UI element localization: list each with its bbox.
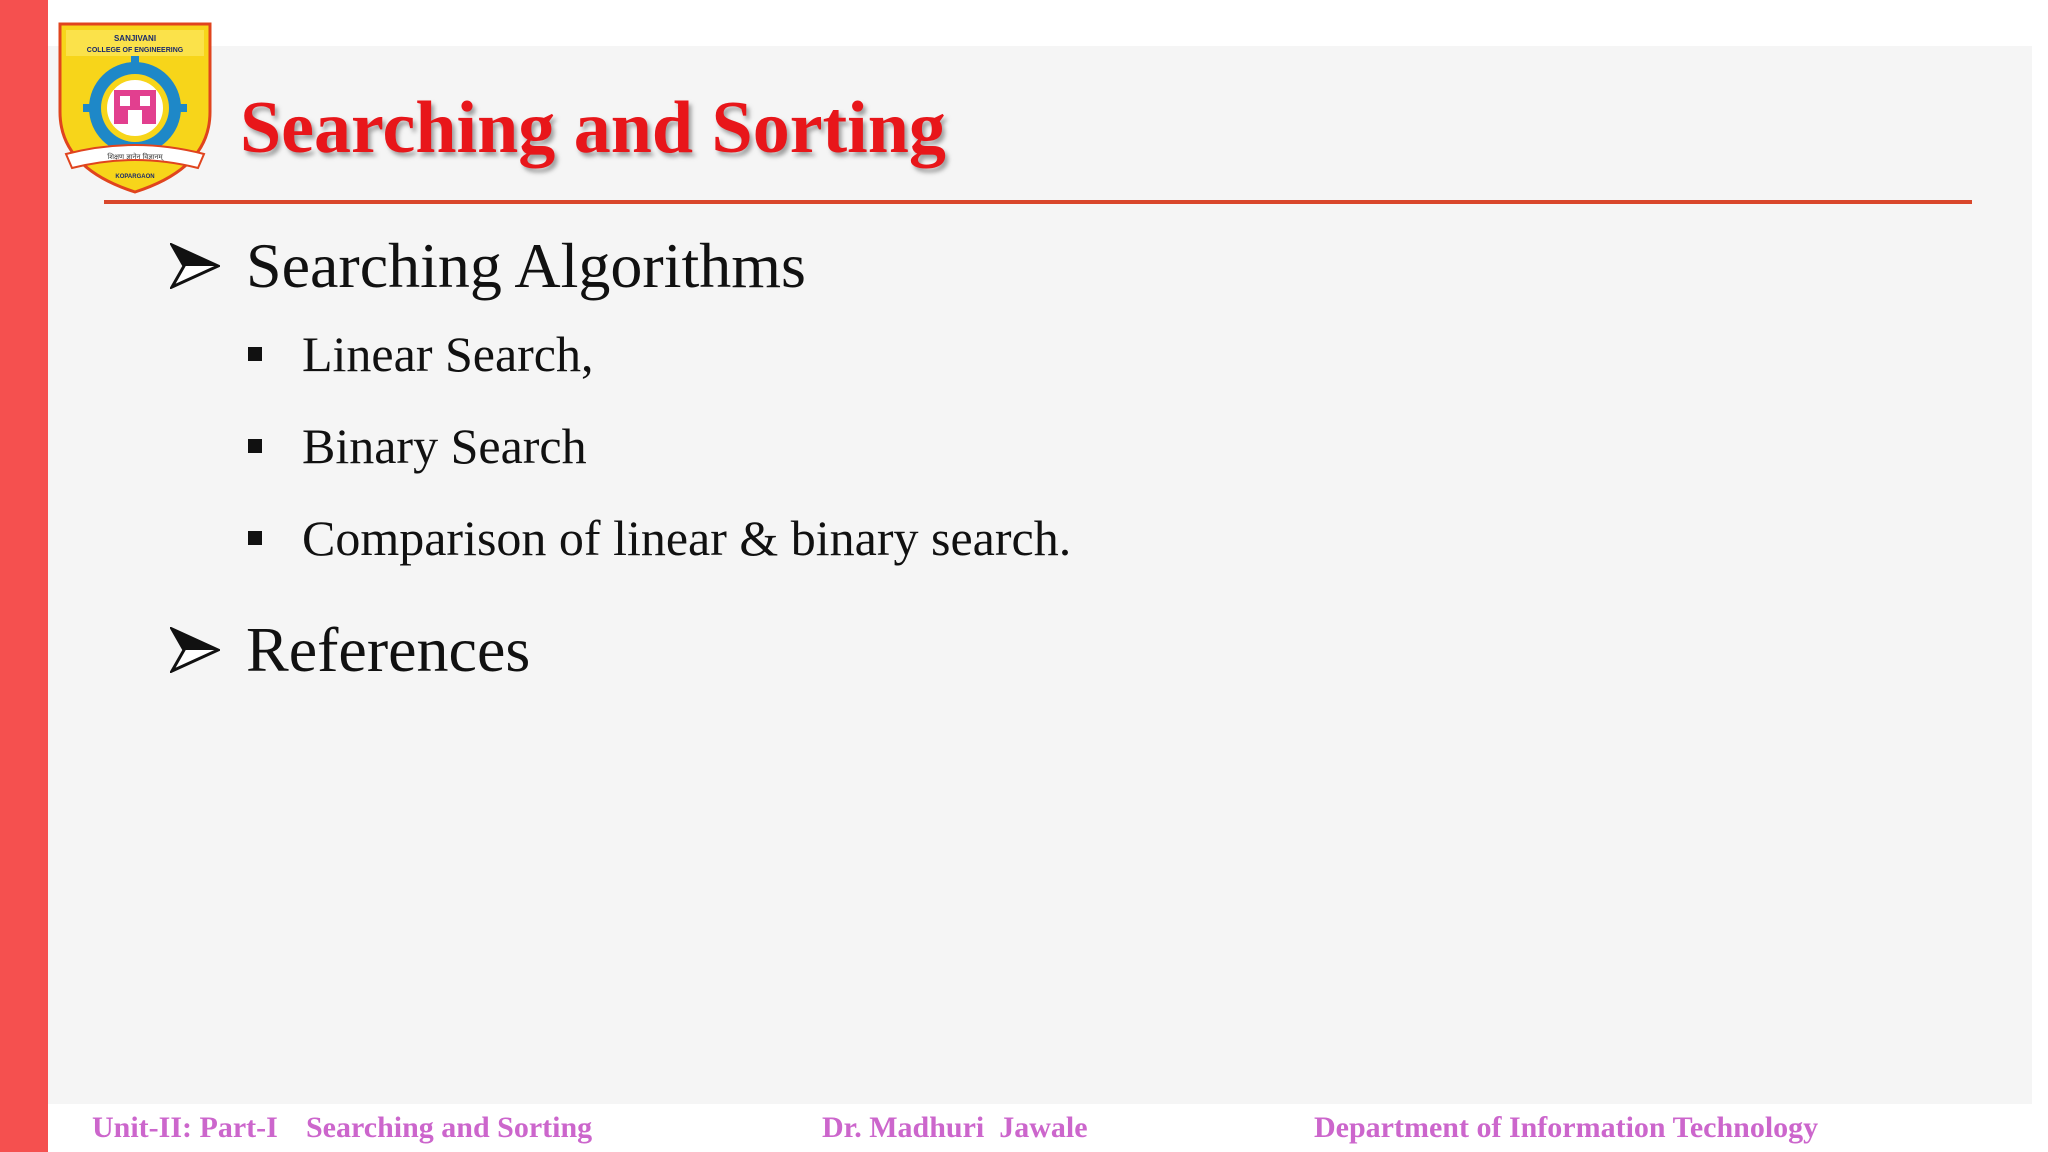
footer-unit: Unit-II: Part-I <box>92 1111 278 1144</box>
square-bullet-icon <box>248 531 262 545</box>
slide-title: Searching and Sorting <box>240 87 946 169</box>
sub-item-label: Comparison of linear & binary search. <box>302 510 1072 566</box>
sub-item-comparison <box>248 506 1071 570</box>
bullet-references <box>170 610 530 690</box>
college-crest-icon <box>52 16 218 198</box>
content-panel <box>48 46 2032 1104</box>
arrow-bullet-icon <box>170 627 220 673</box>
sub-item-label: Linear Search, <box>302 326 594 382</box>
sub-item-linear-search <box>248 322 594 386</box>
footer-author: Dr. Madhuri Jawale <box>822 1111 1088 1144</box>
square-bullet-icon <box>248 347 262 361</box>
square-bullet-icon <box>248 439 262 453</box>
sub-item-binary-search <box>248 414 587 478</box>
logo-bottom-text: KOPARGAON <box>115 174 155 180</box>
footer-department: Department of Information Technology <box>1314 1111 1819 1144</box>
logo-top-text-2: COLLEGE OF ENGINEERING <box>86 47 184 54</box>
footer-topic: Searching and Sorting <box>306 1111 593 1144</box>
bullet-searching-algorithms <box>170 226 806 306</box>
title-divider <box>104 200 1972 204</box>
logo-ribbon-text: शिक्षण ज्ञानेन विज्ञानम् <box>107 153 163 161</box>
sub-item-label: Binary Search <box>302 418 587 474</box>
bullet-label: Searching Algorithms <box>246 230 806 301</box>
logo-top-text-1: SANJIVANI <box>113 34 157 43</box>
arrow-bullet-icon <box>170 243 220 289</box>
left-accent-bar <box>0 0 48 1152</box>
bullet-label: References <box>246 614 531 685</box>
